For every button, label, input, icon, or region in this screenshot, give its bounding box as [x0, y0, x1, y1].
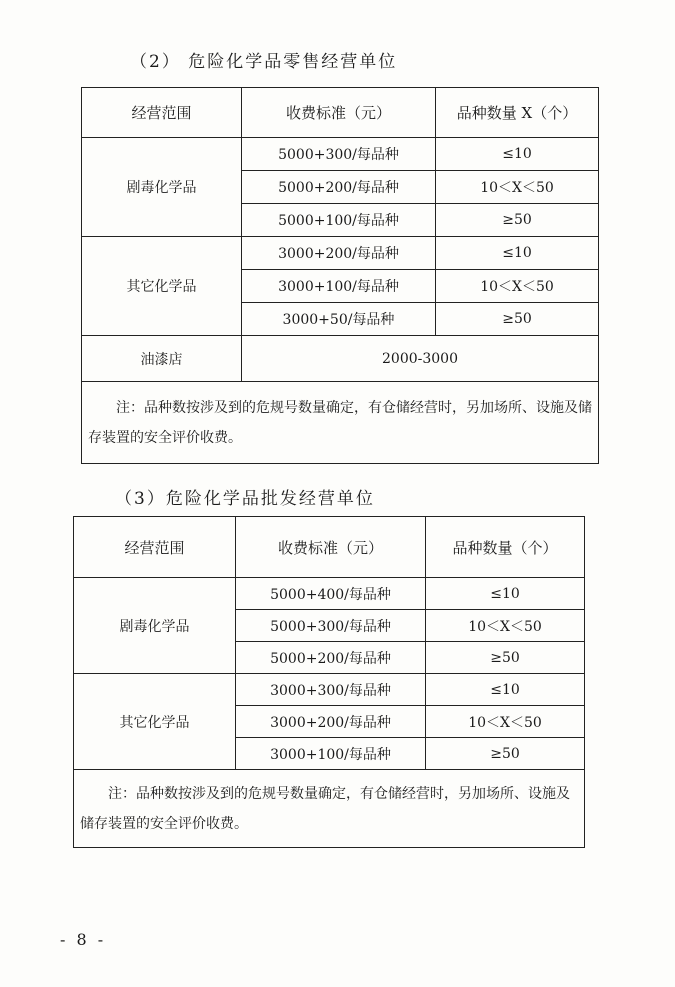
- fee-cell: 3000+100/每品种: [236, 738, 426, 770]
- header-scope: 经营范围: [82, 88, 242, 138]
- paint-shop-row: [82, 336, 599, 382]
- count-cell: ≥50: [426, 738, 585, 770]
- fee-cell: 5000+300/每品种: [242, 138, 436, 171]
- count-cell: 10＜X＜50: [436, 171, 599, 204]
- fee-cell: 5000+200/每品种: [236, 642, 426, 674]
- fee-cell: 2000-3000: [242, 336, 599, 382]
- count-cell: ≤10: [426, 674, 585, 706]
- table-note: 注：品种数按涉及到的危规号数量确定，有仓储经营时，另加场所、设施及储存装置的安全评价收费。: [74, 770, 585, 848]
- note-row: [74, 770, 585, 848]
- table-row: [74, 674, 585, 706]
- header-count: 品种数量 X（个）: [436, 88, 599, 138]
- note-row: [82, 382, 599, 464]
- table-row: [82, 237, 599, 270]
- scope-cell: 剧毒化学品: [74, 578, 236, 674]
- header-scope: 经营范围: [74, 517, 236, 578]
- fee-cell: 3000+200/每品种: [236, 706, 426, 738]
- header-fee: 收费标准（元）: [242, 88, 436, 138]
- fee-cell: 5000+200/每品种: [242, 171, 436, 204]
- scope-cell: 剧毒化学品: [82, 138, 242, 237]
- fee-cell: 3000+50/每品种: [242, 303, 436, 336]
- fee-cell: 3000+300/每品种: [236, 674, 426, 706]
- fee-cell: 5000+100/每品种: [242, 204, 436, 237]
- fee-cell: 3000+100/每品种: [242, 270, 436, 303]
- count-cell: ≤10: [436, 237, 599, 270]
- table-note: 注：品种数按涉及到的危规号数量确定，有仓储经营时，另加场所、设施及储存装置的安全评价收费。: [82, 382, 599, 464]
- table-row: [82, 138, 599, 171]
- count-cell: 10＜X＜50: [426, 610, 585, 642]
- section-2-heading: （2） 危险化学品零售经营单位: [130, 52, 398, 72]
- scope-cell: 油漆店: [82, 336, 242, 382]
- header-fee: 收费标准（元）: [236, 517, 426, 578]
- table-header-row: [74, 517, 585, 578]
- wholesale-fee-table: [73, 516, 585, 848]
- table-row: [74, 578, 585, 610]
- count-cell: 10＜X＜50: [426, 706, 585, 738]
- section-3-heading: （3）危险化学品批发经营单位: [115, 489, 375, 509]
- table-header-row: [82, 88, 599, 138]
- count-cell: ≤10: [436, 138, 599, 171]
- count-cell: ≥50: [426, 642, 585, 674]
- header-count: 品种数量（个）: [426, 517, 585, 578]
- count-cell: ≥50: [436, 303, 599, 336]
- scope-cell: 其它化学品: [74, 674, 236, 770]
- count-cell: ≤10: [426, 578, 585, 610]
- count-cell: ≥50: [436, 204, 599, 237]
- fee-cell: 5000+400/每品种: [236, 578, 426, 610]
- retail-fee-table: [81, 87, 599, 464]
- fee-cell: 3000+200/每品种: [242, 237, 436, 270]
- page-number: - 8 -: [60, 930, 107, 949]
- count-cell: 10＜X＜50: [436, 270, 599, 303]
- scope-cell: 其它化学品: [82, 237, 242, 336]
- fee-cell: 5000+300/每品种: [236, 610, 426, 642]
